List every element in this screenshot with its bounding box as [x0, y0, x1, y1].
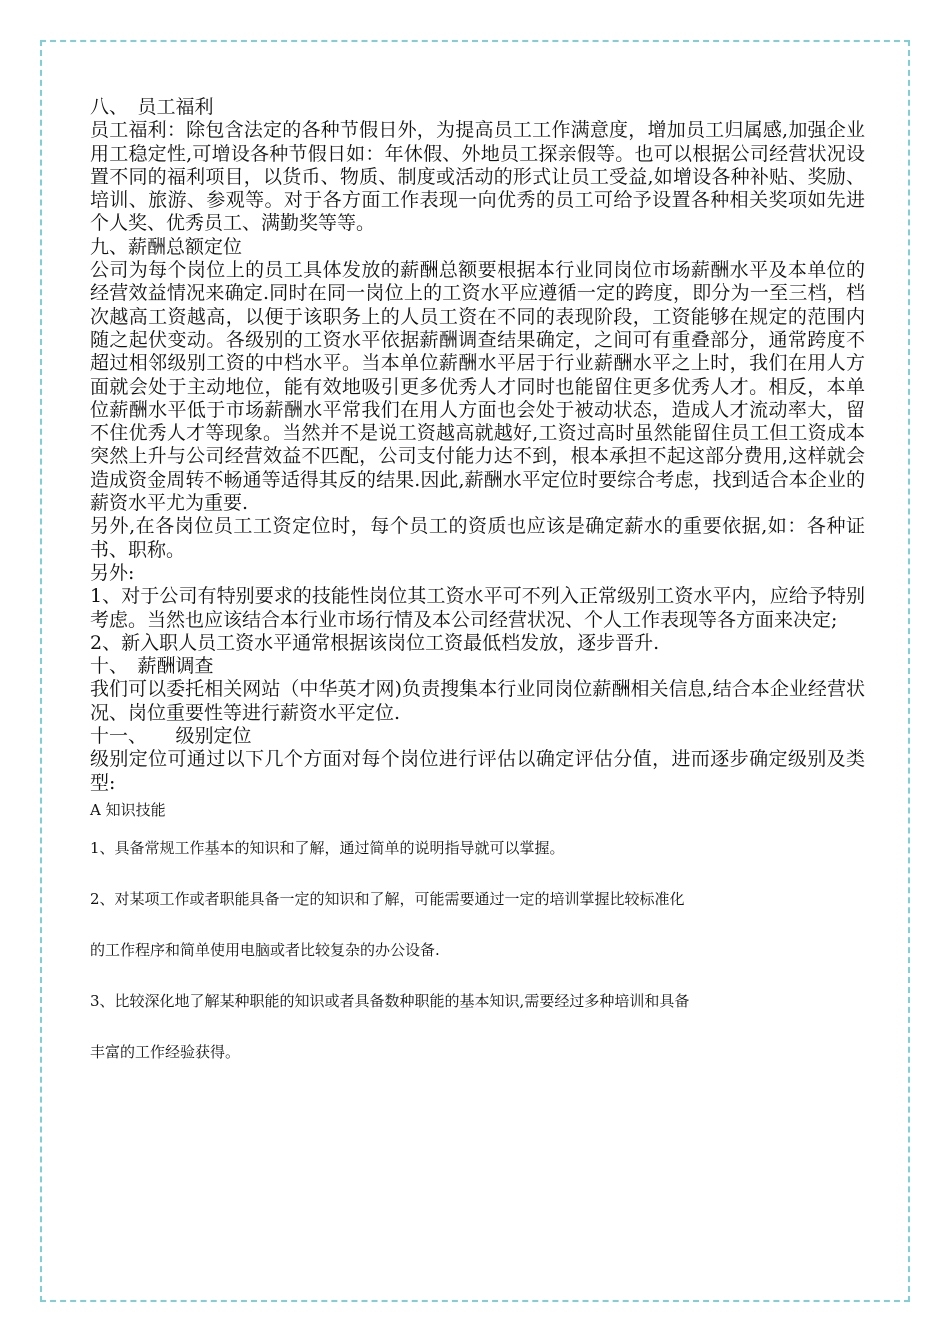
main-text: [90, 96, 865, 795]
section-heading: 十、 薪酬调查: [90, 655, 214, 678]
subsection-title: A 知识技能: [90, 800, 166, 819]
paragraph: 1、对于公司有特别要求的技能性岗位其工资水平可不列入正常级别工资水平内，应给予特别考虑。当然也应该结合本行业市场行情及本公司经营状况、个人工作表现等各方面来决定;: [90, 585, 865, 631]
paragraph: 另外:: [90, 561, 135, 584]
paragraph: 员工福利：除包含法定的各种节假日外，为提高员工工作满意度，增加员工归属感,加强企业用工稳定性,可增设各种节假日如：年休假、外地员工探亲假等。也可以根据公司经营状况设置不同的福利项目，以货币、物质、制度或活动的形式让员工受益,如增设各种补贴、奖励、培训、旅游、参观等。对于各方面工作表现一向优秀的员工可给予设置各种相关奖项如先进个人奖、优秀员工、满勤奖等等。: [90, 119, 865, 235]
section-heading: 八、 员工福利: [90, 96, 214, 118]
list-item: 2、对某项工作或者职能具备一定的知识和了解，可能需要通过一定的培训掌握比较标准化: [90, 889, 685, 908]
paragraph: 另外,在各岗位员工工资定位时，每个员工的资质也应该是确定薪水的重要依据,如：各种证书、职称。: [90, 515, 865, 561]
list-item-continuation: 丰富的工作经验获得。: [90, 1042, 241, 1061]
list-item: 1、具备常规工作基本的知识和了解，通过简单的说明指导就可以掌握。: [90, 838, 565, 857]
paragraph: 我们可以委托相关网站（中华英才网)负责搜集本行业同岗位薪酬相关信息,结合本企业经营状况、岗位重要性等进行薪资水平定位.: [90, 678, 865, 724]
paragraph: 级别定位可通过以下几个方面对每个岗位进行评估以确定评估分值，进而逐步确定级别及类型:: [90, 748, 865, 794]
list-item-continuation: 的工作程序和简单使用电脑或者比较复杂的办公设备.: [90, 940, 440, 959]
knowledge-skills: [90, 800, 865, 1062]
section-heading: 十一、 级别定位: [90, 725, 252, 748]
paragraph: 2、新入职人员工资水平通常根据该岗位工资最低档发放，逐步晋升.: [90, 631, 660, 654]
section-heading: 九、薪酬总额定位: [90, 235, 243, 258]
paragraph: 公司为每个岗位上的员工具体发放的薪酬总额要根据本行业同岗位市场薪酬水平及本单位的经营效益情况来确定.同时在同一岗位上的工资水平应遵循一定的跨度，即分为一至三档，档次越高工资越高，以便于该职务上的人员工资在不同的表现阶段，工资能够在规定的范围内随之起伏变动。各级别的工资水平依据薪酬调查结果确定，之间可有重叠部分，通常跨度不超过相邻级别工资的中档水平。当本单位薪酬水平居于行业薪酬水平之上时，我们在用人方面就会处于主动地位，能有效地吸引更多优秀人才同时也能留住更多优秀人才。相反，本单位薪酬水平低于市场薪酬水平常我们在用人方面也会处于被动状态，造成人才流动率大，留不住优秀人才等现象。当然并不是说工资越高就越好,工资过高时虽然能留住员工但工资成本突然上升与公司经营效益不匹配，公司支付能力达不到，根本承担不起这部分费用,这样就会造成资金周转不畅通等适得其反的结果.因此,薪酬水平定位时要综合考虑，找到适合本企业的薪资水平尤为重要.: [90, 259, 865, 515]
document-body: [90, 96, 865, 1062]
list-item: 3、比较深化地了解某种职能的知识或者具备数种职能的基本知识,需要经过多种培训和具备: [90, 991, 690, 1010]
